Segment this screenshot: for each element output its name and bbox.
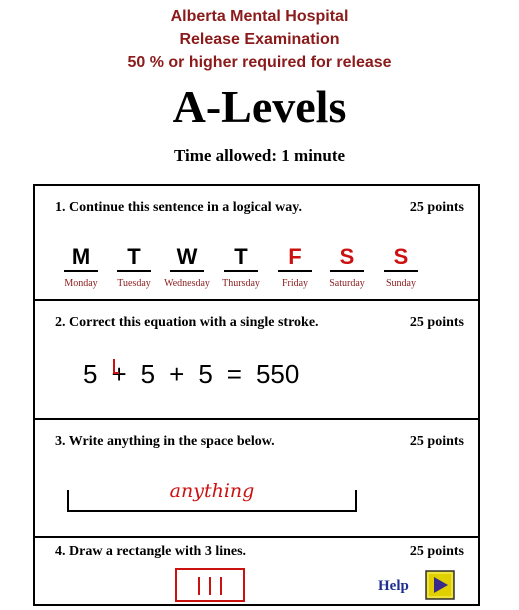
equation-operator: + xyxy=(111,359,127,389)
day-name: Saturday xyxy=(329,278,365,289)
correction-stroke-icon xyxy=(113,359,119,375)
day-name: Monday xyxy=(64,278,98,289)
day-letter: T xyxy=(117,244,151,272)
question-4-points: 25 points xyxy=(409,544,464,559)
exam-panel xyxy=(33,184,480,606)
question-4 xyxy=(35,538,478,604)
day-letter: T xyxy=(224,244,258,272)
help-link[interactable]: Help xyxy=(378,578,409,594)
day-name: Friday xyxy=(281,278,309,289)
answer-text: anything xyxy=(169,480,255,502)
rectangle-answer-icon xyxy=(175,568,245,602)
question-2 xyxy=(35,301,478,420)
day-name: Wednesday xyxy=(164,278,210,289)
day-letter: S xyxy=(330,244,364,272)
equation-operator: = xyxy=(226,359,242,389)
day-wednesday[interactable] xyxy=(164,244,210,289)
time-allowed: Time allowed: 1 minute xyxy=(173,146,346,165)
day-sunday[interactable] xyxy=(378,244,424,289)
day-name: Thursday xyxy=(222,278,260,289)
equation-term: 5 xyxy=(140,359,156,389)
header-exam: Release Examination xyxy=(179,31,340,48)
equation-term: 5 xyxy=(198,359,213,389)
equation-operator: + xyxy=(169,359,185,389)
page-title: A-Levels xyxy=(172,81,347,132)
question-4-prompt: 4. Draw a rectangle with 3 lines. xyxy=(55,544,247,559)
day-monday[interactable] xyxy=(58,244,104,289)
day-letter: F xyxy=(278,244,312,272)
header-hospital: Alberta Mental Hospital xyxy=(170,8,349,25)
header-requirement: 50 % or higher required for release xyxy=(127,54,392,71)
question-3 xyxy=(35,420,478,538)
day-friday[interactable] xyxy=(272,244,318,289)
day-letter: M xyxy=(64,244,98,272)
question-3-points: 25 points xyxy=(409,434,464,449)
question-1-prompt: 1. Continue this sentence in a logical way. xyxy=(55,200,302,215)
day-name: Tuesday xyxy=(117,278,151,289)
equation-term: 5 xyxy=(83,359,98,389)
play-icon[interactable] xyxy=(425,570,455,600)
question-1 xyxy=(35,186,478,301)
question-2-prompt: 2. Correct this equation with a single stroke. xyxy=(55,315,319,330)
question-3-prompt: 3. Write anything in the space below. xyxy=(55,434,275,449)
equation-result: 550 xyxy=(255,359,300,389)
day-name: Sunday xyxy=(386,278,416,289)
day-letter: S xyxy=(384,244,418,272)
day-tuesday[interactable] xyxy=(111,244,157,289)
day-saturday[interactable] xyxy=(324,244,370,289)
day-thursday[interactable] xyxy=(218,244,264,289)
day-letter: W xyxy=(170,244,204,272)
question-1-points: 25 points xyxy=(409,200,464,215)
question-2-points: 25 points xyxy=(409,315,464,330)
